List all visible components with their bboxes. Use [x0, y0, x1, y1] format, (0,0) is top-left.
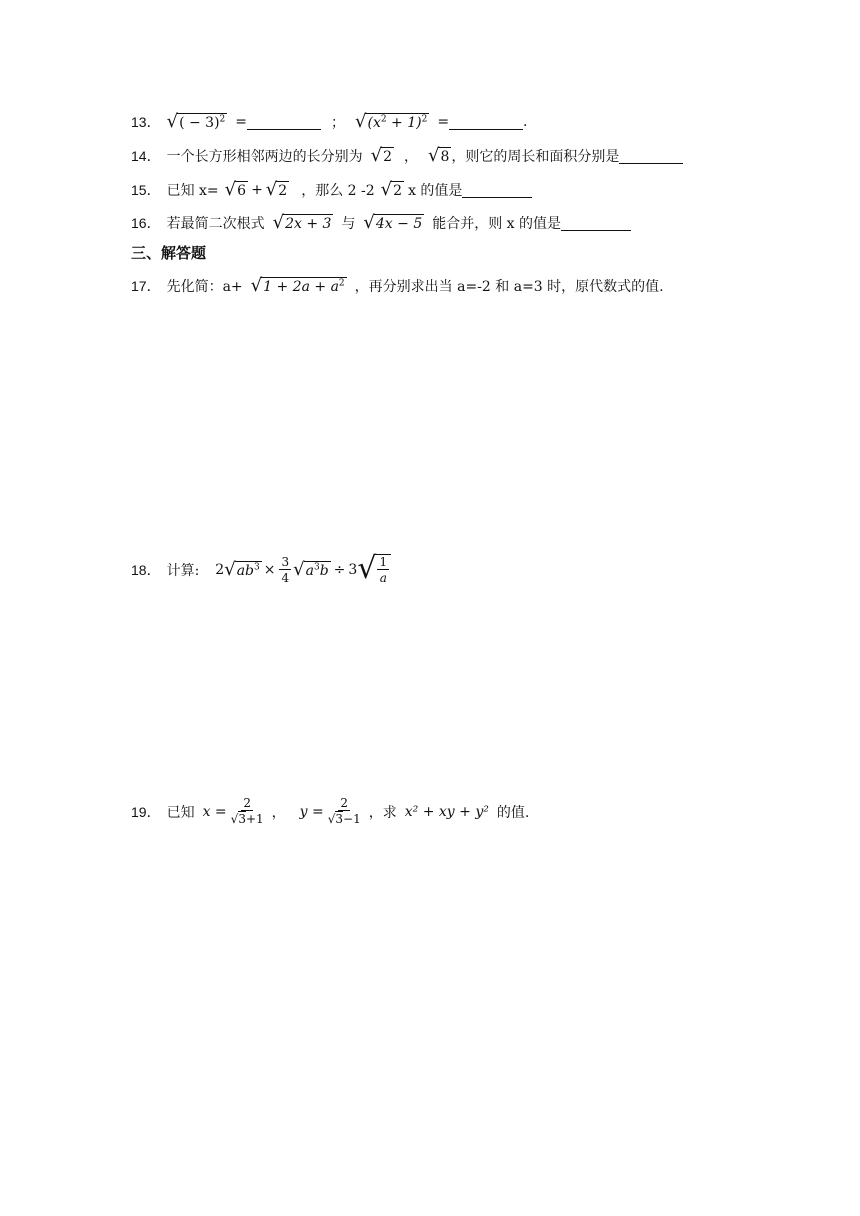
- question-number: 14．: [131, 148, 161, 164]
- question-number: 13．: [131, 114, 161, 130]
- radical-expression: √ 6: [224, 178, 247, 200]
- question-number: 16．: [131, 215, 161, 231]
- radical-expression: √ $(x^2 + 1)^2$: [355, 110, 428, 132]
- question-16: 16． 若最简二次根式 √ 2x + 3 与 √ 4x − 5 能合并，则 x 的值是: [131, 213, 631, 233]
- radical-expression: √ 8: [427, 144, 450, 166]
- question-19: 19． 已知 x = $\frac{2}{√3+1}$ ， y = $\frac{2}{√3-1}$ ，求 x² + xy + y² 的值.: [131, 796, 530, 826]
- radical-expression: √ ( − 3)$^2$: [166, 110, 226, 132]
- question-17: 17． 先化简：a+ √ $1 + 2a + a^2$ ，再分别求出当 a=-2 和 a=3 时，原代数式的值.: [131, 274, 664, 296]
- fraction: $\frac{3}{4}$: [281, 554, 290, 585]
- answer-blank[interactable]: [462, 183, 532, 198]
- radical-expression: √ 2: [380, 178, 403, 200]
- section-heading: 三、解答题: [131, 244, 207, 262]
- radical-expression: √ 2: [265, 178, 288, 200]
- question-number: 18．: [131, 562, 161, 578]
- fraction: $\frac{2}{√3+1}$: [230, 796, 264, 826]
- answer-blank[interactable]: [247, 115, 321, 130]
- fraction: $\frac{2}{√3-1}$: [327, 796, 361, 826]
- question-number: 19．: [131, 803, 161, 820]
- question-15: 15． 已知 x= √ 6 + √ 2 ，那么 2 -2 √ 2 x 的值是: [131, 180, 532, 200]
- answer-blank[interactable]: [561, 216, 631, 231]
- radical-expression: √ 4x − 5: [363, 211, 423, 233]
- radical-expression: √ $a^3b$: [293, 558, 329, 580]
- answer-blank[interactable]: [619, 149, 683, 164]
- question-18: 18． 计算: 2 √ $ab^3$ × $\frac{3}{4}$ √ $a^3b$ ÷ 3 √ $\frac{1}{a}$: [131, 554, 391, 586]
- radical-expression: √ $ab^3$: [224, 558, 260, 580]
- question-13: 13． √ ( − 3)$^2$ = ； √ $(x^2 + 1)^2$ = .: [131, 110, 528, 132]
- radical-expression: √ 2x + 3: [272, 211, 332, 233]
- radical-expression: √ 2: [370, 144, 392, 166]
- question-14: 14． 一个长方形相邻两边的长分别为 √ 2 ， √ 8 ，则它的周长和面积分别是: [131, 146, 683, 166]
- radical-expression: √ $\frac{1}{a}$: [357, 554, 391, 586]
- radical-expression: √ $1 + 2a + a^2$: [250, 274, 345, 296]
- answer-blank[interactable]: [449, 115, 523, 130]
- question-number: 15．: [131, 182, 161, 198]
- question-number: 17．: [131, 278, 161, 294]
